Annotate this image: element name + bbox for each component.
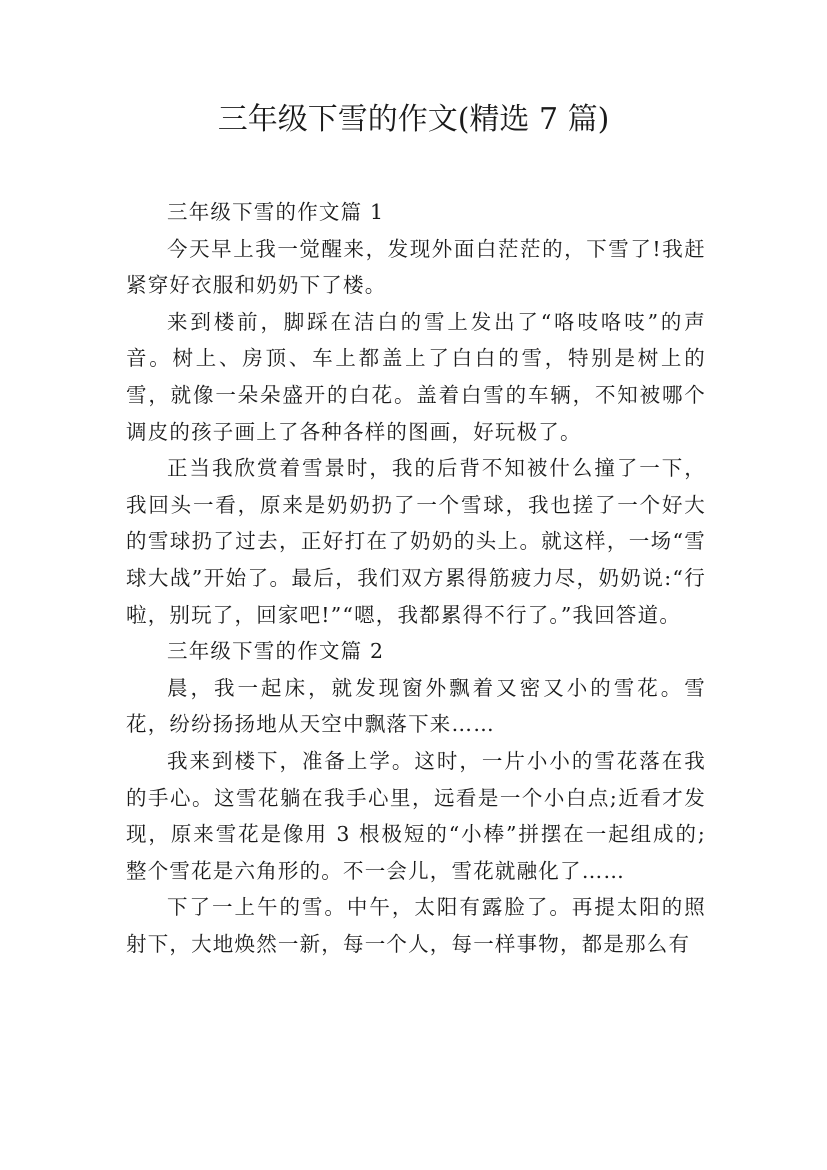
paragraph: 正当我欣赏着雪景时，我的后背不知被什么撞了一下，我回头一看，原来是奶奶扔了一个雪球，我也搓了一个好大的雪球扔了过去，正好打在了奶奶的头上。就这样，一场“雪球大战”开始了。最后，我们双方累得筋疲力尽，奶奶说:“行啦，别玩了，回家吧!”“嗯，我都累得不行了。”我回答道。 xyxy=(126,456,706,627)
paragraph: 晨，我一起床，就发现窗外飘着又密又小的雪花。雪花，纷纷扬扬地从天空中飘落下来…… xyxy=(126,675,706,737)
section-heading-2: 三年级下雪的作文篇 2 xyxy=(167,639,385,664)
section-heading-1: 三年级下雪的作文篇 1 xyxy=(167,200,385,224)
document-title: 三年级下雪的作文(精选 7 篇) xyxy=(217,102,610,137)
paragraph: 我来到楼下，准备上学。这时，一片小小的雪花落在我的手心。这雪花躺在我手心里，远看是一个小白点;近看才发现，原来雪花是像用 3 根极短的“小棒”拼摆在一起组成的;整个雪花是六角形的。不一会儿，雪花就融化了…… xyxy=(126,748,706,883)
paragraph: 今天早上我一觉醒来，发现外面白茫茫的，下雪了!我赶紧穿好衣服和奶奶下了楼。 xyxy=(126,236,706,298)
document-body xyxy=(126,194,706,962)
paragraph: 下了一上午的雪。中午，太阳有露脸了。再提太阳的照射下，大地焕然一新，每一个人，每一样事物，都是那么有 xyxy=(126,895,706,956)
paragraph: 来到楼前，脚踩在洁白的雪上发出了“咯吱咯吱”的声音。树上、房顶、车上都盖上了白白的雪，特别是树上的雪，就像一朵朵盛开的白花。盖着白雪的车辆，不知被哪个调皮的孩子画上了各种各样的图画，好玩极了。 xyxy=(126,309,706,444)
